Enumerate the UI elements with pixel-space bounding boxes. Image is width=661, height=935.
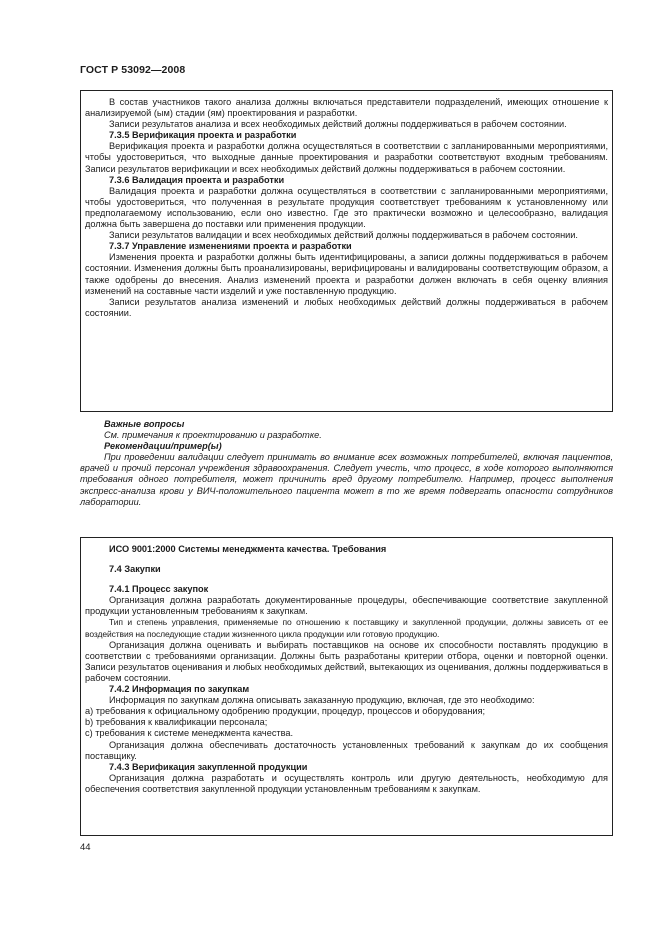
- box-title-iso-9001: ИСО 9001:2000 Системы менеджмента качества. Требования: [109, 544, 387, 554]
- paragraph-change-control: Изменения проекта и разработки должны быть идентифицированы, а записи должны поддерживаться в рабочем состоянии. Изменения должны быть проанализированы, верифицированы и валидированы соответствующим образом, а также одобрены до внесения. Анализ изменений проекта и разработки должен включать в себя оценку влияния изменений на составные части изделий и уже поставленную продукцию.: [85, 252, 608, 296]
- paragraph-purchasing-info: Информация по закупкам должна описывать заказанную продукцию, включая, где это необходимо:: [109, 695, 535, 706]
- paragraph-adequacy: Организация должна обеспечивать достаточность установленных требований к закупкам до их сообщения поставщику.: [85, 739, 608, 761]
- section-heading-7-4-3: 7.4.3 Верификация закупленной продукции: [109, 761, 308, 772]
- list-item-b: b) требования к квалификации персонала;: [85, 717, 268, 728]
- paragraph-verification-purchased: Организация должна разработать и осуществлять контроль или другую деятельность, необходимую для обеспечения соответствия закупленной продукции установленным требованиям к закупкам.: [85, 772, 608, 794]
- section-heading-7-4: 7.4 Закупки: [109, 564, 161, 575]
- page-number: 44: [80, 842, 91, 853]
- document-header: ГОСТ Р 53092—2008: [80, 64, 186, 76]
- section-heading-7-4-2: 7.4.2 Информация по закупкам: [109, 684, 250, 695]
- paragraph-purchasing-procedures: Организация должна разработать документированные процедуры, обеспечивающие соответствие закупленной продукции установленным требованиям к закупкам.: [85, 595, 608, 617]
- section-heading-7-3-7: 7.3.7 Управление изменениями проекта и разработки: [109, 241, 352, 252]
- paragraph-validation-records: Записи результатов валидации и всех необходимых действий должны поддерживаться в рабочем состоянии.: [109, 230, 578, 241]
- section-heading-7-3-6: 7.3.6 Валидация проекта и разработки: [109, 174, 285, 185]
- notes-paragraph-see: См. примечания к проектированию и разработке.: [104, 430, 322, 441]
- standard-text-box-7-3: [80, 90, 613, 412]
- notes-heading-important: Важные вопросы: [104, 419, 185, 429]
- notes-heading-recommendations: Рекомендации/пример(ы): [104, 441, 222, 452]
- paragraph-validation: Валидация проекта и разработки должна осуществляться в соответствии с запланированными мероприятиями, чтобы удостовериться, что полученная в результате продукция соответствует требованиям к установленному или предполагаемому использованию, если оно известно. Где это практически возможно и целесообразно, валидация должна быть завершена до поставки или применения продукции.: [85, 185, 608, 230]
- standard-text-box-iso-9001: [80, 537, 613, 836]
- paragraph-control-type: Тип и степень управления, применяемые по отношению к поставщику и закупленной продукции, должны зависеть от ее воздействия на последующие стадии жизненного цикла продукции или готовую продукцию.: [85, 617, 608, 639]
- list-item-c: c) требования к системе менеджмента качества.: [85, 728, 294, 739]
- section-heading-7-4-1: 7.4.1 Процесс закупок: [109, 584, 209, 595]
- paragraph-verification: Верификация проекта и разработки должна осуществляться в соответствии с запланированными мероприятиями, чтобы удостовериться, что выходные данные проектирования и разработки соответствуют входным требованиям. Записи результатов верификации и всех необходимых действий должны поддерживаться в рабочем состоянии.: [85, 141, 608, 174]
- list-item-a: а) требования к официальному одобрению продукции, процедур, процессов и оборудования;: [85, 706, 486, 717]
- paragraph-change-records: Записи результатов анализа изменений и любых необходимых действий должны поддерживаться в рабочем состоянии.: [85, 296, 608, 318]
- paragraph-review-participants: В состав участников такого анализа должны включаться представители подразделений, имеющих отношение к анализируемой (ым) стадии (ям) проектирования и разработки.: [85, 97, 608, 119]
- notes-section: [80, 419, 613, 508]
- notes-paragraph-example: При проведении валидации следует принимать во внимание всех возможных потребителей, включая пациентов, врачей и прочий персонал учреждения здравоохранения. Следует учесть, что процесс, в ходе которого выполняются требования одного потребителя, может причинить вред другому потребителю. Например, процесс выполнения экспресс-анализа крови у ВИЧ-положительного пациента может в то же время подвергать опасности сотрудников лаборатории.: [80, 452, 613, 507]
- paragraph-supplier-evaluation: Организация должна оценивать и выбирать поставщиков на основе их способности поставлять продукцию в соответствии с требованиями организации. Должны быть разработаны критерии отбора, оценки и повторной оценки. Записи результатов оценивания и любых необходимых действий, вытекающих из оценивания, должны поддерживаться в рабочем состоянии.: [85, 639, 608, 683]
- paragraph-review-records: Записи результатов анализа и всех необходимых действий должны поддерживаться в рабочем состоянии.: [109, 119, 567, 130]
- section-heading-7-3-5: 7.3.5 Верификация проекта и разработки: [109, 130, 297, 141]
